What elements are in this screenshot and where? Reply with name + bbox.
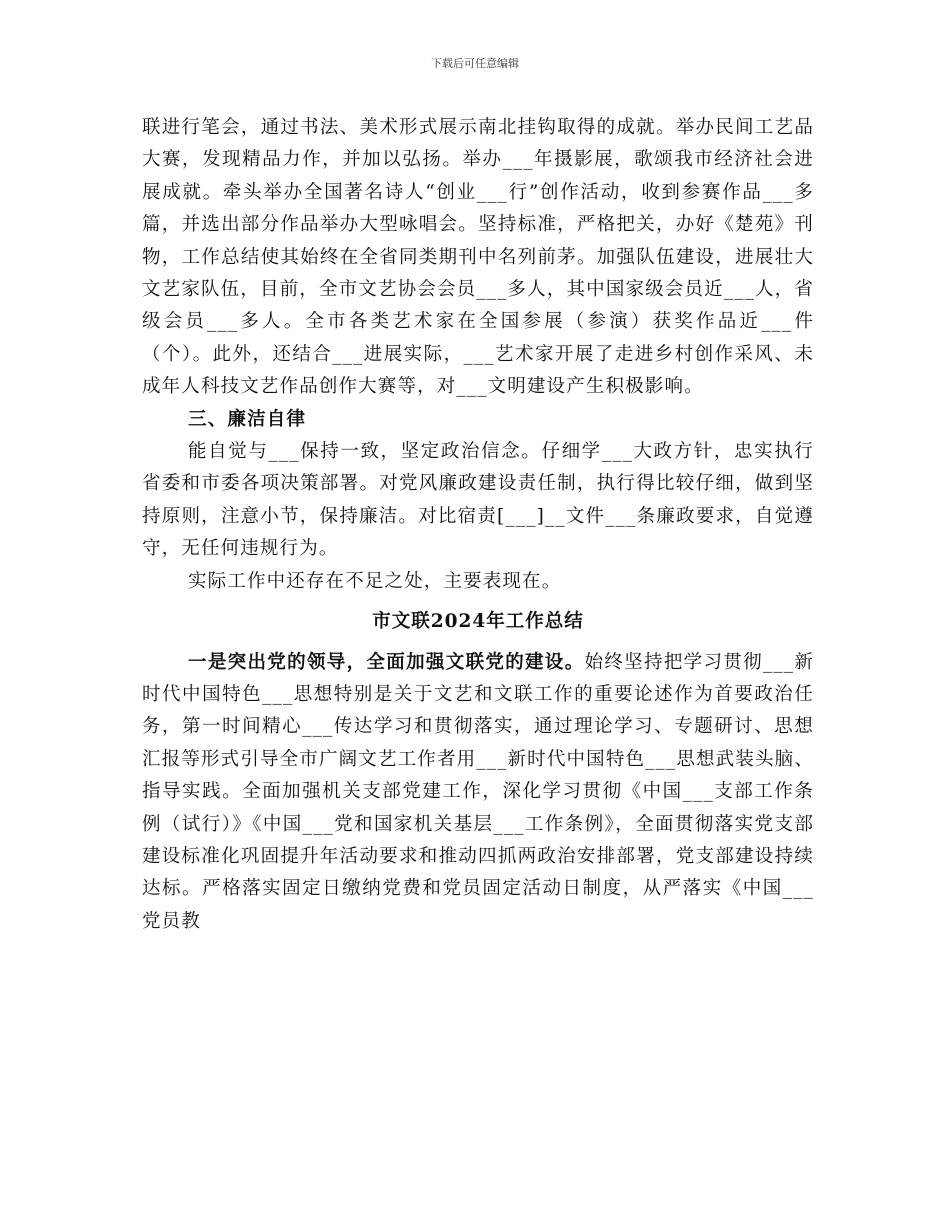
section-heading-integrity: 三、廉洁自律 [188,408,307,430]
document-body [142,112,814,938]
paragraph-shortcomings: 实际工作中还存在不足之处，主要表现在。 [188,570,562,592]
paragraph-continued: 联进行笔会，通过书法、美术形式展示南北挂钩取得的成就。举办民间工艺品大赛，发现精品力作，并加以弘扬。举办___年摄影展，歌颂我市经济社会进展成就。牵头举办全国著名诗人“创业___行”创作活动，收到参赛作品___多篇，并选出部分作品举办大型咏唱会。坚持标准，严格把关，办好《楚苑》刊物，工作总结使其始终在全省同类期刊中名列前茅。加强队伍建设，进展壮大文艺家队伍，目前，全市文艺协会会员___多人，其中国家级会员近___人，省级会员___多人。全市各类艺术家在全国参展（参演）获奖作品近___件（个）。此外，还结合___进展实际，___艺术家开展了走进乡村创作采风、未成年人科技文艺作品创作大赛等，对___文明建设产生积极影响。 [142,117,814,398]
paragraph-integrity: 能自觉与___保持一致，坚定政治信念。仔细学___大政方针，忠实执行省委和市委各项决策部署。对党风廉政建设责任制，执行得比较仔细，做到坚持原则，注意小节，保持廉洁。对比宿责[___]__文件___条廉政要求，自觉遵守，无任何违规行为。 [142,441,814,560]
paragraph-lead-bold: 一是突出党的领导，全面加强文联党的建设。 [188,651,585,673]
paragraph-party-building-text: 始终坚持把学习贯彻___新时代中国特色___思想特别是关于文艺和文联工作的重要论述作为首要政治任务，第一时间精心___传达学习和贯彻落实，通过理论学习、专题研讨、思想汇报等形式引导全市广阔文艺工作者用___新时代中国特色___思想武装头脑、指导实践。全面加强机关支部党建工作，深化学习贯彻《中国___支部工作条例（试行）》《中国___党和国家机关基层___工作条例》，全面贯彻落实党支部建设标准化巩固提升年活动要求和推动四抓两政治安排部署，党支部建设持续达标。严格落实固定日缴纳党费和党员固定活动日制度，从严落实《中国___党员教 [142,651,814,932]
paragraph-party-building [142,647,814,939]
page-header: 下载后可任意编辑 [431,57,519,70]
document-title: 市文联2024年工作总结 [372,611,584,633]
